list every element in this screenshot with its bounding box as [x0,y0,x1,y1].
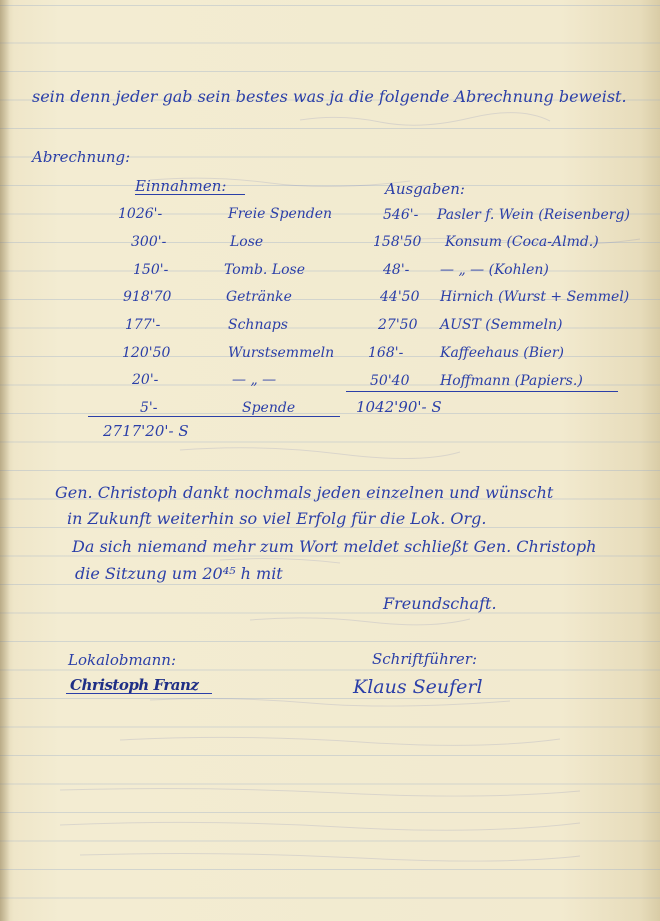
greeting: Freundschaft. [383,594,497,613]
income-label: Wurstsemmeln [228,345,335,361]
income-amount: 120'50 [122,345,171,361]
income-sum-line [88,416,340,417]
income-label: Freie Spenden [228,206,333,222]
expense-label: Konsum (Coca-Almd.) [445,234,599,250]
income-amount: 5'- [140,400,158,416]
expense-label: AUST (Semmeln) [440,317,563,333]
closing-line: Da sich niemand mehr zum Wort meldet schließt Gen. Christoph [72,537,597,556]
closing-line: die Sitzung um 20⁴⁵ h mit [75,564,283,583]
income-header: Einnahmen: [135,177,227,195]
expense-amount: 546'- [383,207,419,223]
closing-line: Gen. Christoph dankt nochmals jeden einzelnen und wünscht [55,483,554,502]
left-signature-name: Christoph Franz [70,676,199,694]
expense-label: Hoffmann (Papiers.) [440,373,583,389]
income-amount: 300'- [131,234,167,250]
income-header-underline [135,194,245,195]
income-amount: 177'- [125,317,161,333]
expense-amount: 27'50 [378,317,418,333]
income-total: 2717'20'- S [103,422,189,440]
income-label: Spende [242,400,296,416]
income-label: Tomb. Lose [224,262,306,278]
expense-amount: 48'- [383,262,410,278]
expenses-total: 1042'90'- S [356,398,442,416]
expenses-sum-line [346,391,618,392]
income-amount: 150'- [133,262,169,278]
expense-amount: 168'- [368,345,404,361]
right-signature-role: Schriftführer: [372,650,478,668]
intro-line: sein denn jeder gab sein bestes was ja die folgende Abrechnung beweist. [32,87,627,106]
expense-label: Hirnich (Wurst + Semmel) [440,289,630,305]
left-signature-role: Lokalobmann: [68,651,176,669]
right-signature-name: Klaus Seuferl [353,676,483,698]
expense-amount: 44'50 [380,289,420,305]
income-amount: 20'- [132,372,159,388]
expense-label: Pasler f. Wein (Reisenberg) [437,207,630,223]
expense-label: — „ — (Kohlen) [440,262,549,278]
expense-amount: 158'50 [373,234,422,250]
income-label: Getränke [226,289,292,305]
expense-amount: 50'40 [370,373,410,389]
income-label: Lose [230,234,264,250]
income-amount: 918'70 [123,289,172,305]
section-heading: Abrechnung: [32,148,131,166]
closing-line: in Zukunft weiterhin so viel Erfolg für die Lok. Org. [67,509,487,528]
income-label: — „ — [232,372,277,388]
income-label: Schnaps [228,317,288,333]
income-amount: 1026'- [118,206,163,222]
expenses-header: Ausgaben: [385,180,465,198]
expense-label: Kaffeehaus (Bier) [440,345,564,361]
left-signature-flourish [66,693,212,694]
